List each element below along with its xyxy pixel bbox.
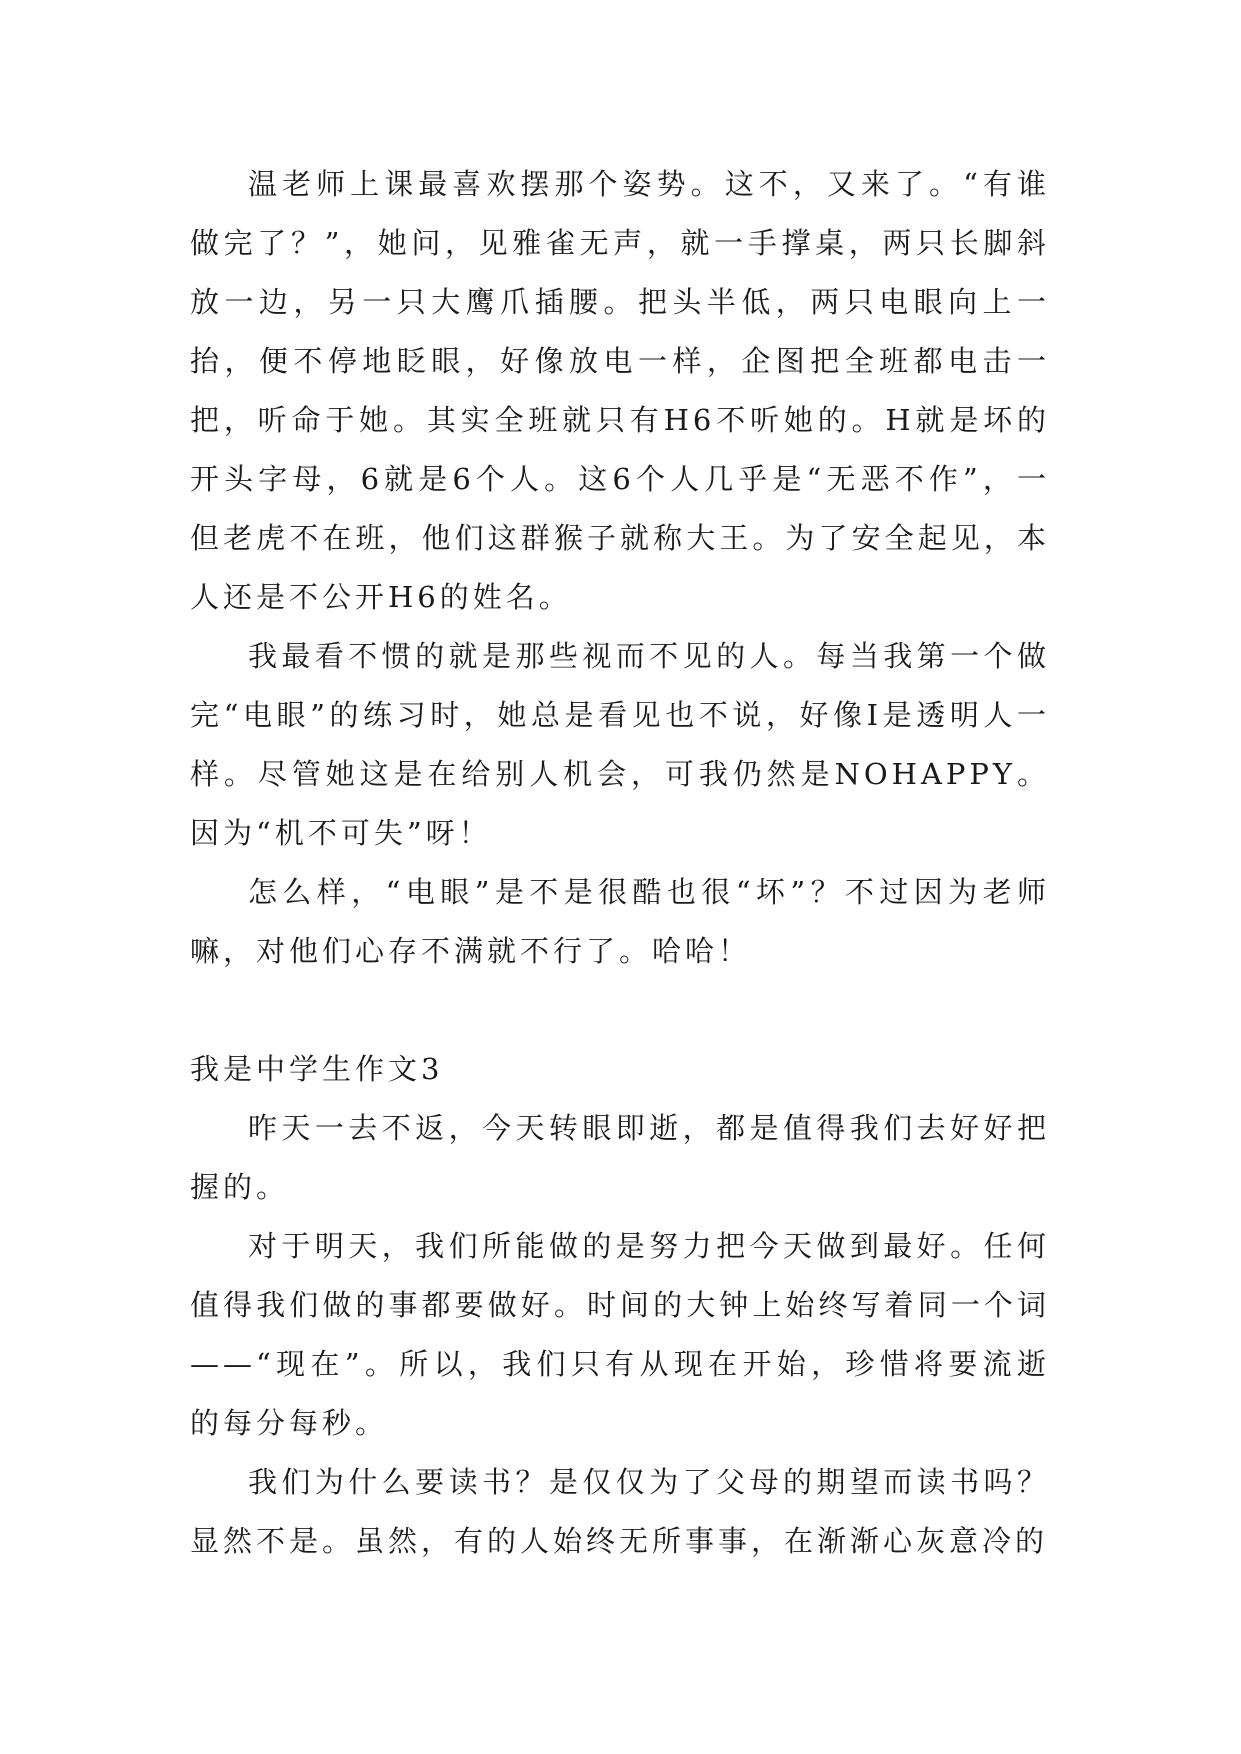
document-body	[190, 155, 1050, 1571]
paragraph-ignored-student: 我最看不惯的就是那些视而不见的人。每当我第一个做完“电眼”的练习时，她总是看见也不说，好像I是透明人一样。尽管她这是在给别人机会，可我仍然是NOHAPPY。因为“机不可失”呀！	[190, 639, 1050, 850]
paragraph-conclusion: 怎么样，“电眼”是不是很酷也很“坏”？不过因为老师嘛，对他们心存不满就不行了。哈哈！	[190, 875, 1050, 968]
paragraph-yesterday-today: 昨天一去不返，今天转眼即逝，都是值得我们去好好把握的。	[190, 1111, 1050, 1204]
paragraph-tomorrow: 对于明天，我们所能做的是努力把今天做到最好。任何值得我们做的事都要做好。时间的大钟上始终写着同一个词——“现在”。所以，我们只有从现在开始，珍惜将要流逝的每分每秒。	[190, 1229, 1050, 1440]
paragraph-why-study: 我们为什么要读书？是仅仅为了父母的期望而读书吗？显然不是。虽然，有的人始终无所事事，在渐渐心灰意冷的	[190, 1465, 1050, 1558]
paragraph-teacher-pose: 温老师上课最喜欢摆那个姿势。这不，又来了。“有谁做完了？”，她问，见雅雀无声，就一手撑桌，两只长脚斜放一边，另一只大鹰爪插腰。把头半低，两只电眼向上一抬，便不停地眨眼，好像放电一样，企图把全班都电击一把，听命于她。其实全班就只有H6不听她的。H就是坏的开头字母，6就是6个人。这6个人几乎是“无恶不作”，一但老虎不在班，他们这群猴子就称大王。为了安全起见，本人还是不公开H6的姓名。	[190, 167, 1050, 614]
section-title: 我是中学生作文3	[190, 1052, 444, 1086]
